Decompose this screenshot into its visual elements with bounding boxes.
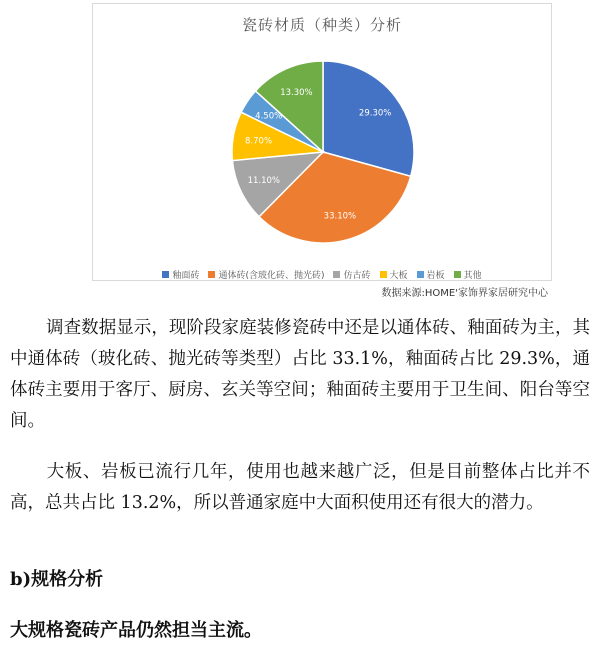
- legend-swatch-5: [417, 271, 424, 278]
- legend-swatch-3: [333, 271, 340, 278]
- paragraph-large-slab: [10, 457, 590, 519]
- pie-label-5: 4.50%: [255, 111, 283, 122]
- legend-item-6: [454, 268, 482, 281]
- paragraph-survey-text: 调查数据显示，现阶段家庭装修瓷砖中还是以通体砖、釉面砖为主，其中通体砖（玻化砖、抛光砖等类型）占比 33.1%，釉面砖占比 29.3%，通体砖主要用于客厅、厨房、玄关等空间；釉面砖主要用于卫生间、阳台等空间。: [10, 318, 590, 431]
- legend-label-3: 仿古砖: [343, 271, 371, 281]
- pie-label-1: 29.30%: [358, 108, 392, 119]
- legend-label-2: 通体砖(含玻化砖、抛光砖): [218, 271, 325, 281]
- legend-swatch-6: [454, 271, 461, 278]
- chart-title: 瓷砖材质（种类）分析: [241, 16, 402, 34]
- paragraph-large-slab-text: 大板、岩板已流行几年，使用也越来越广泛，但是目前整体占比并不高，总共占比 13.2%，所以普通家庭中大面积使用还有很大的潜力。: [10, 462, 590, 513]
- sub-heading: 大规格瓷砖产品仍然担当主流。: [10, 620, 262, 641]
- legend-item-4: [380, 268, 408, 281]
- legend-item-5: [417, 268, 445, 281]
- data-source-note: 数据来源:HOME'家饰界家居研究中心: [381, 288, 548, 299]
- legend-item-3: [333, 268, 370, 281]
- legend-label-1: 釉面砖: [172, 271, 200, 281]
- chart-container: [92, 3, 552, 281]
- paragraph-survey: [10, 313, 590, 437]
- pie-label-6: 13.30%: [280, 88, 313, 99]
- legend-item-1: [162, 268, 199, 281]
- pie-label-4: 8.70%: [245, 136, 273, 147]
- legend-swatch-1: [162, 271, 169, 278]
- legend-label-6: 其他: [463, 271, 482, 281]
- pie-label-2: 33.10%: [323, 211, 357, 222]
- legend-label-4: 大板: [389, 271, 408, 281]
- legend-item-2: [208, 268, 324, 281]
- legend-label-5: 岩板: [426, 271, 445, 281]
- section-heading: b)规格分析: [10, 569, 104, 590]
- pie-label-3: 11.10%: [247, 176, 281, 187]
- legend-swatch-2: [208, 271, 215, 278]
- pie-chart: [93, 4, 553, 282]
- chart-legend: [93, 268, 551, 281]
- legend-swatch-4: [380, 271, 387, 278]
